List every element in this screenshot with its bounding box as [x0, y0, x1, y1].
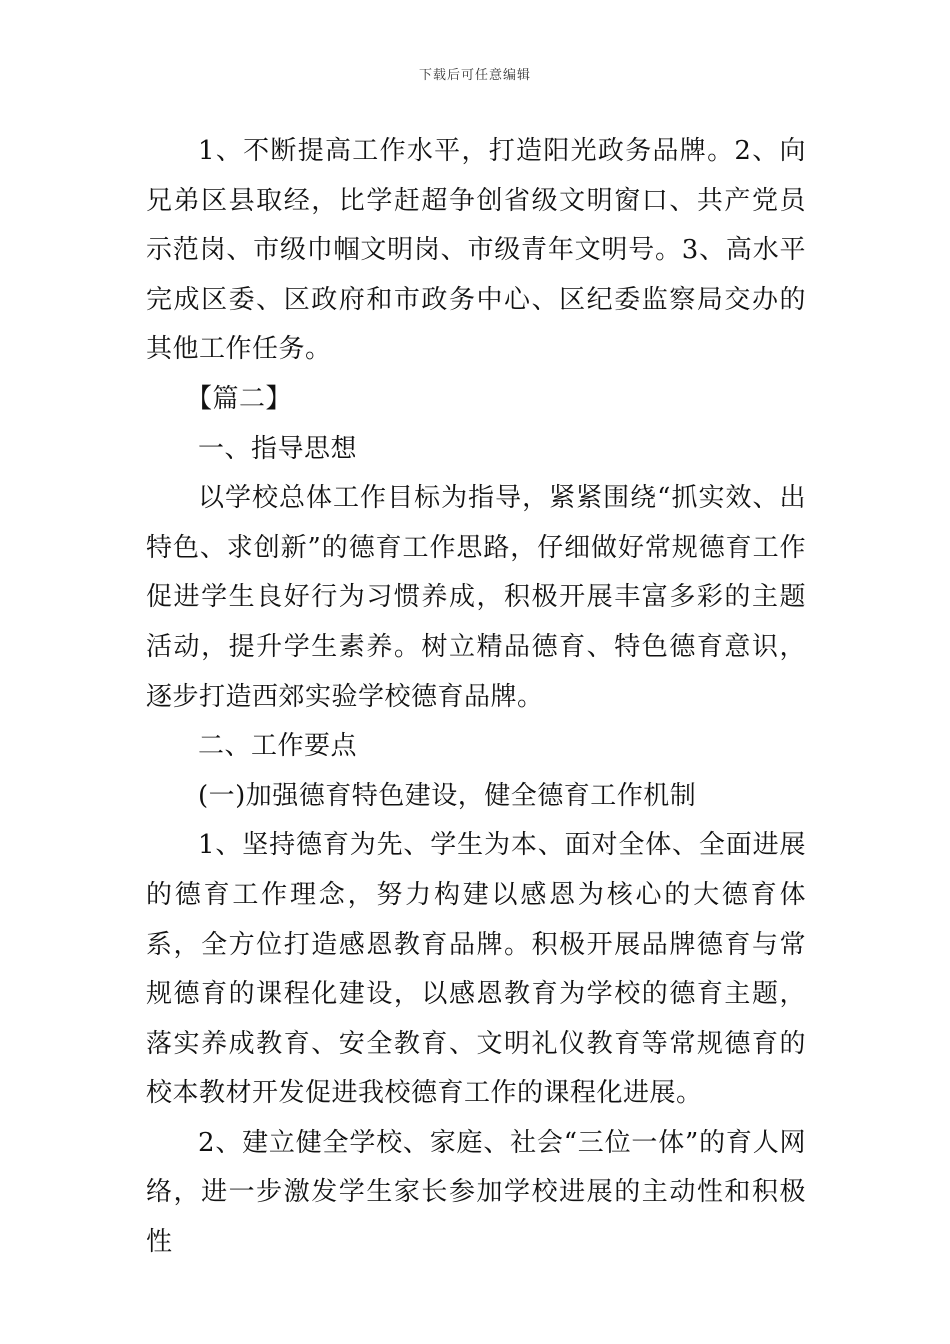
page-header-note: 下载后可任意编辑 — [418, 68, 531, 83]
paragraph-guiding-ideology: 以学校总体工作目标为指导，紧紧围绕“抓实效、出特色、求创新”的德育工作思路，仔细做好常规德育工作促进学生良好行为习惯养成，积极开展丰富多彩的主题活动，提升学生素养。树立精品德育、特色德育意识，逐步打造西郊实验学校德育品牌。 — [146, 483, 806, 712]
heading-work-points: 二、工作要点 — [198, 731, 358, 762]
paragraph-point-2: 2、建立健全学校、家庭、社会“三位一体”的育人网络，进一步激发学生家长参加学校进展的主动性和积极性 — [146, 1127, 806, 1258]
heading-guiding-ideology: 一、指导思想 — [198, 433, 358, 464]
paragraph-point-1: 1、坚持德育为先、学生为本、面对全体、全面进展的德育工作理念，努力构建以感恩为核心的大德育体系，全方位打造感恩教育品牌。积极开展品牌德育与常规德育的课程化建设，以感恩教育为学校的德育主题，落实养成教育、安全教育、文明礼仪教育等常规德育的校本教材开发促进我校德育工作的课程化进展。 — [146, 830, 806, 1109]
section-title-part-two: 【篇二】 — [186, 383, 293, 414]
subheading-moral-education: (一)加强德育特色建设，健全德育工作机制 — [198, 780, 697, 811]
document-body — [146, 127, 806, 1268]
paragraph-goals: 1、不断提高工作水平，打造阳光政务品牌。2、向兄弟区县取经，比学赶超争创省级文明窗口、共产党员示范岗、市级巾帼文明岗、市级青年文明号。3、高水平完成区委、区政府和市政务中心、区纪委监察局交办的其他工作任务。 — [146, 136, 806, 365]
